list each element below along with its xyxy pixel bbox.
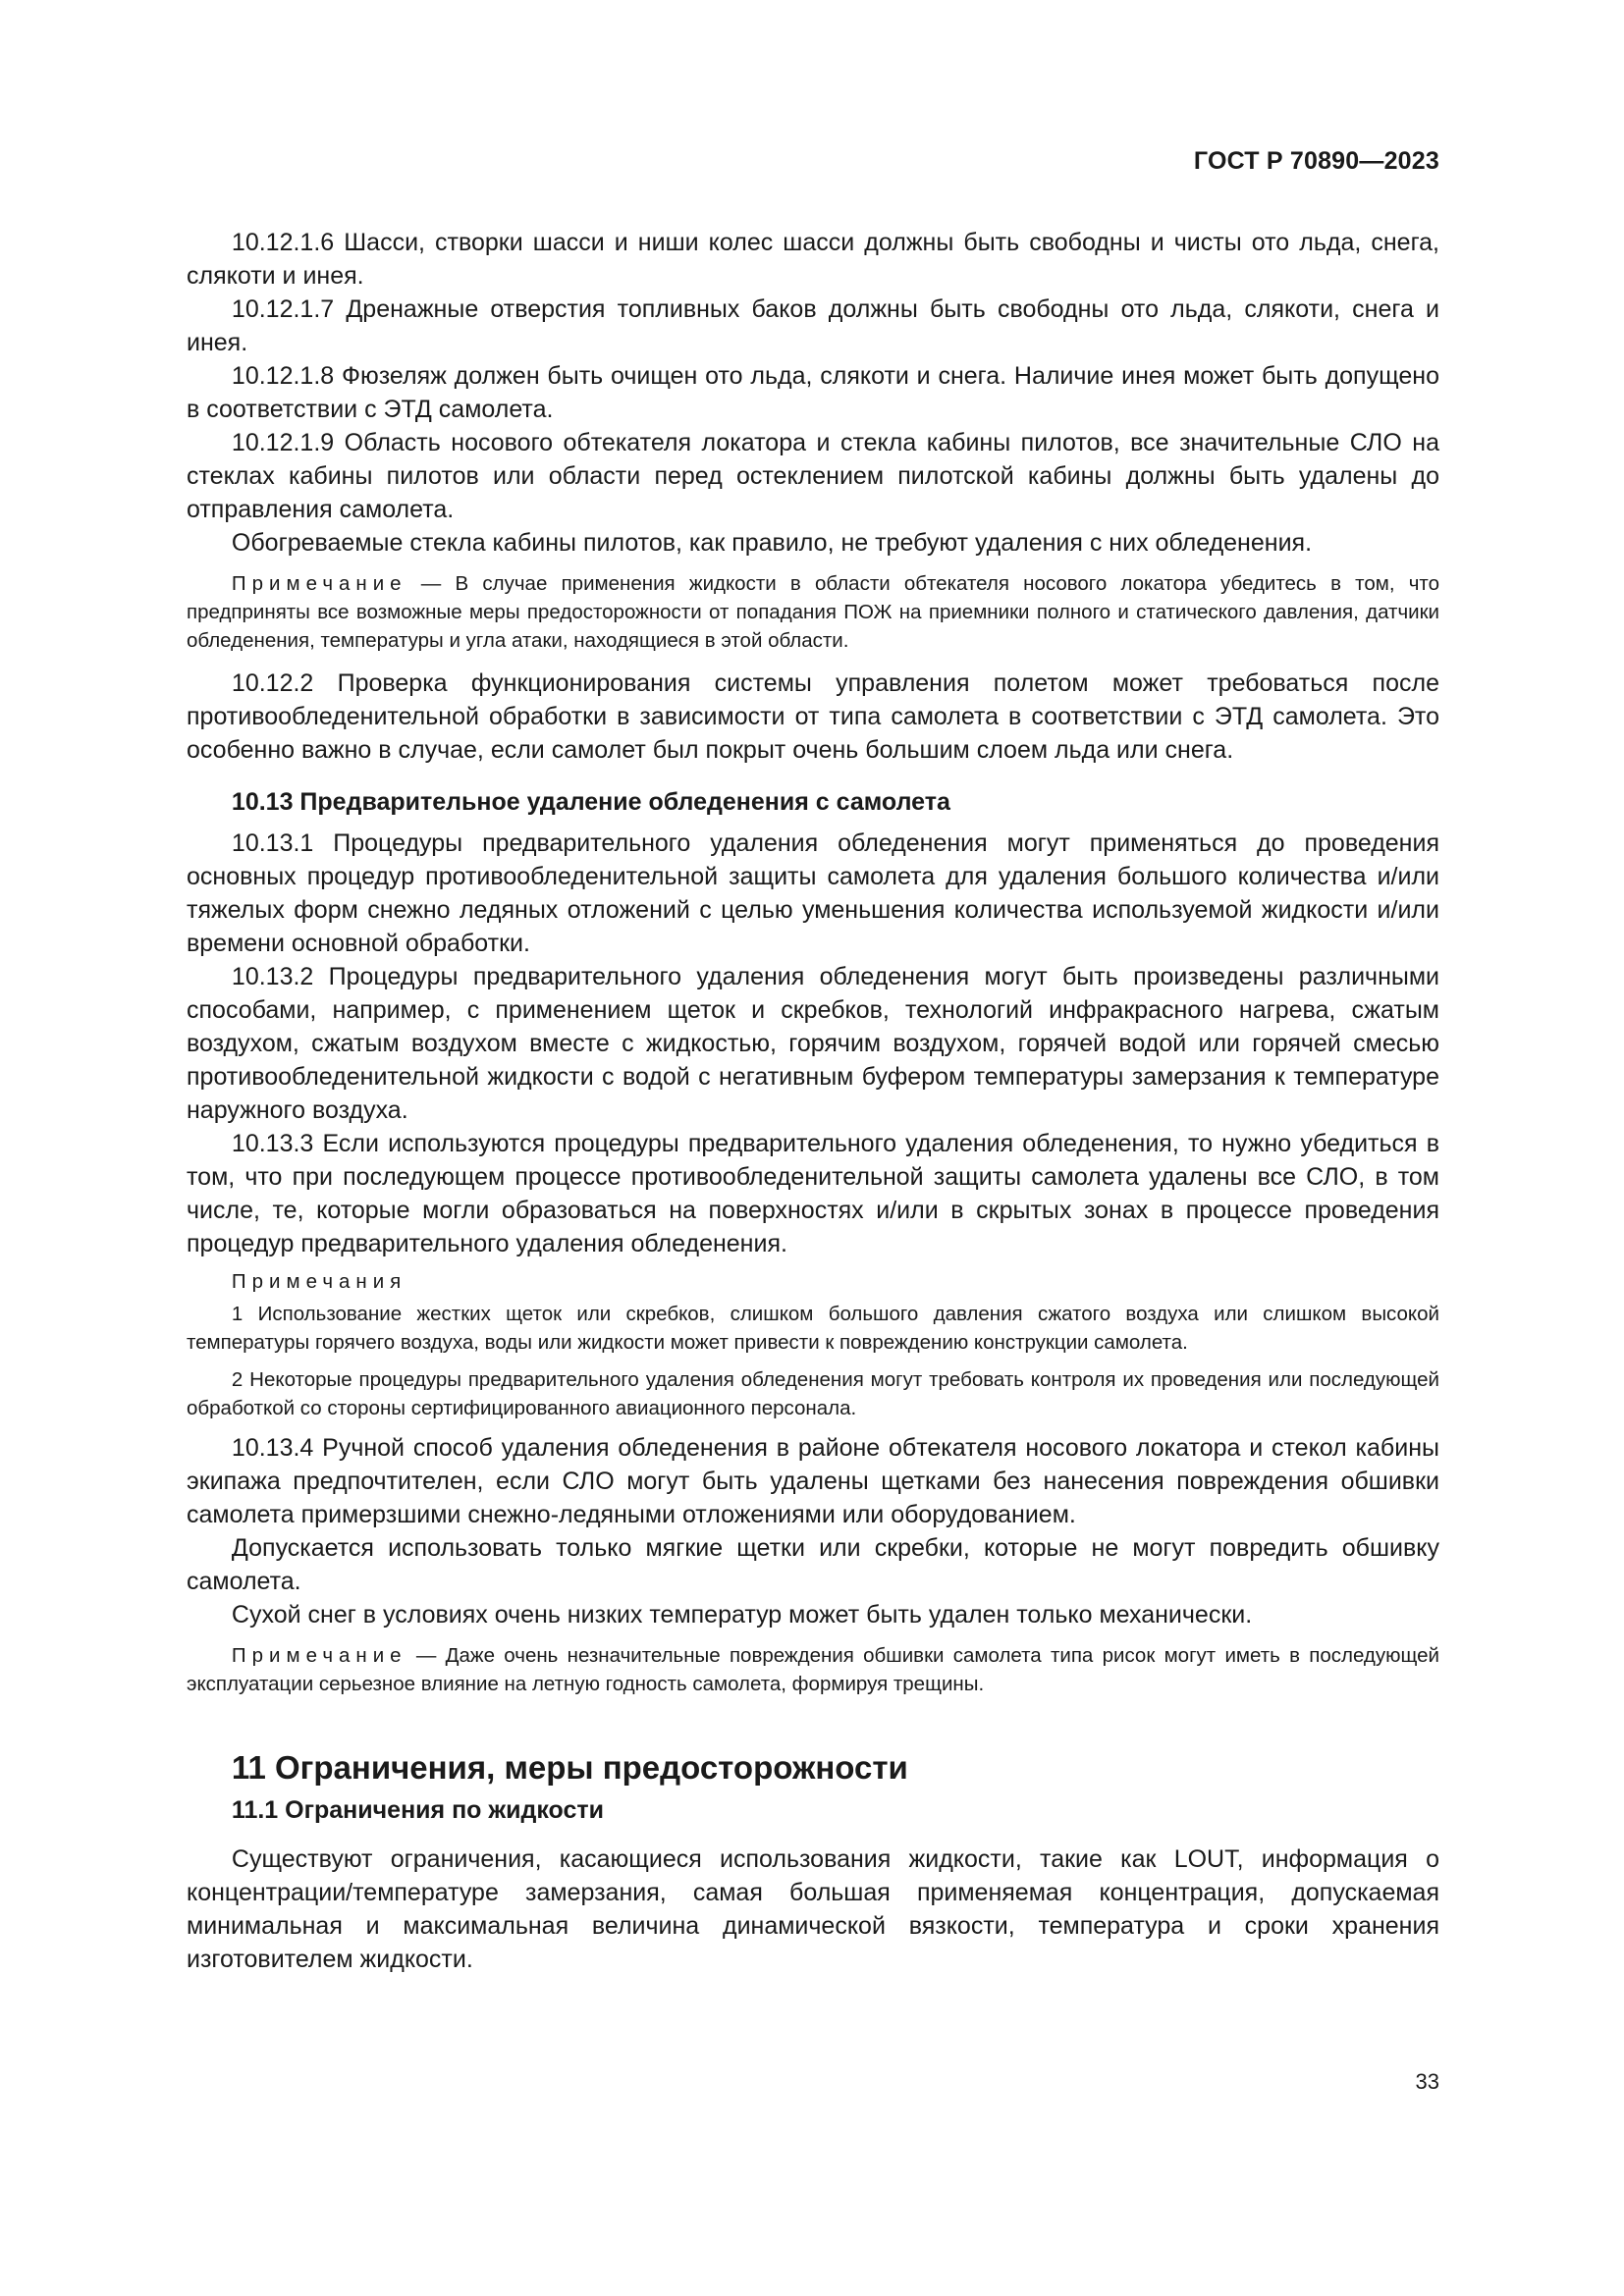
paragraph-heated-glass: Обогреваемые стекла кабины пилотов, как правило, не требуют удаления с них обледенения.: [231, 529, 1313, 557]
note-label: Примечание: [231, 1644, 407, 1667]
note-text: — В случае применения жидкости в области обтекателя носового локатора убедитесь в том, что предприняты все возможные меры предосторожности от попадания ПОЖ на приемники полного и статического давления, датчики обледенения, температуры и угла атаки, находящиеся в этой области.: [187, 572, 1439, 652]
page-content: [187, 226, 1439, 1976]
paragraph-10-12-1-6: 10.12.1.6 Шасси, створки шасси и ниши колес шасси должны быть свободны и чисты ото льда, снега, слякоти и инея.: [187, 229, 1439, 290]
paragraph-dry-snow: Сухой снег в условиях очень низких температур может быть удален только механически.: [231, 1601, 1253, 1629]
paragraph-10-12-1-9: 10.12.1.9 Область носового обтекателя локатора и стекла кабины пилотов, все значительные СЛО на стеклах кабины пилотов или области перед остеклением пилотской кабины должны быть удалены до отправления самолета.: [187, 429, 1439, 523]
paragraph-10-13-1: 10.13.1 Процедуры предварительного удаления обледенения могут применяться до проведения основных процедур противообледенительной защиты самолета для удаления большого количества и/или тяжелых форм снежно ледяных отложений с целью уменьшения количества используемой жидкости и/или времени основной обработки.: [187, 829, 1439, 957]
notes-heading: Примечания: [231, 1270, 407, 1293]
note-text: — Даже очень незначительные повреждения обшивки самолета типа рисок могут иметь в последующей эксплуатации серьезное влияние на летную годность самолета, формируя трещины.: [187, 1644, 1439, 1695]
section-heading-10-13: 10.13 Предварительное удаление обледенения с самолета: [231, 788, 950, 816]
note-item-1: 1 Использование жестких щеток или скребков, слишком большого давления сжатого воздуха или слишком высокой температуры горячего воздуха, воды или жидкости может привести к повреждению конструкции самолета.: [187, 1303, 1439, 1354]
paragraph-10-13-4: 10.13.4 Ручной способ удаления обледенения в районе обтекателя носового локатора и стекол кабины экипажа предпочтителен, если СЛО могут быть удалены щетками без нанесения повреждения обшивки самолета примерзшими снежно-ледяными отложениями или оборудованием.: [187, 1434, 1439, 1528]
paragraph-soft-brushes: Допускается использовать только мягкие щетки или скребки, которые не могут повредить обшивку самолета.: [187, 1534, 1439, 1595]
note-3: [187, 1641, 1439, 1698]
paragraph-11-1: Существуют ограничения, касающиеся использования жидкости, такие как LOUT, информация о концентрации/температуре замерзания, самая большая применяемая концентрация, допускаемая минимальная и максимальная величина динамической вязкости, температура и сроки хранения изготовителем жидкости.: [187, 1845, 1439, 1973]
section-heading-11: 11 Ограничения, меры предосторожности: [231, 1749, 908, 1786]
document-header: ГОСТ Р 70890—2023: [1193, 147, 1439, 175]
note-1: [187, 569, 1439, 655]
paragraph-10-12-1-7: 10.12.1.7 Дренажные отверстия топливных баков должны быть свободны ото льда, слякоти, снега и инея.: [187, 295, 1439, 356]
paragraph-10-13-3: 10.13.3 Если используются процедуры предварительного удаления обледенения, то нужно убедиться в том, что при последующем процессе противообледенительной защиты самолета удалены все СЛО, в том числе, те, которые могли образоваться на поверхностях и/или в скрытых зонах в процессе проведения процедур предварительного удаления обледенения.: [187, 1130, 1439, 1257]
page-number: 33: [1415, 2069, 1439, 2094]
paragraph-10-12-2: 10.12.2 Проверка функционирования системы управления полетом может требоваться после противообледенительной обработки в зависимости от типа самолета в соответствии с ЭТД самолета. Это особенно важно в случае, если самолет был покрыт очень большим слоем льда или снега.: [187, 669, 1439, 764]
note-label: Примечание: [231, 572, 407, 595]
note-item-2: 2 Некоторые процедуры предварительного удаления обледенения могут требовать контроля их проведения или последующей обработкой со стороны сертифицированного авиационного персонала.: [187, 1368, 1439, 1419]
paragraph-10-12-1-8: 10.12.1.8 Фюзеляж должен быть очищен ото льда, слякоти и снега. Наличие инея может быть допущено в соответствии с ЭТД самолета.: [187, 362, 1439, 423]
paragraph-10-13-2: 10.13.2 Процедуры предварительного удаления обледенения могут быть произведены различными способами, например, с применением щеток и скребков, технологий инфракрасного нагрева, сжатым воздухом, сжатым воздухом вместе с жидкостью, горячим воздухом, горячей водой или горячей смесью противообледенительной жидкости с водой с негативным буфером температуры замерзания к температуре наружного воздуха.: [187, 963, 1439, 1124]
section-heading-11-1: 11.1 Ограничения по жидкости: [231, 1796, 604, 1824]
